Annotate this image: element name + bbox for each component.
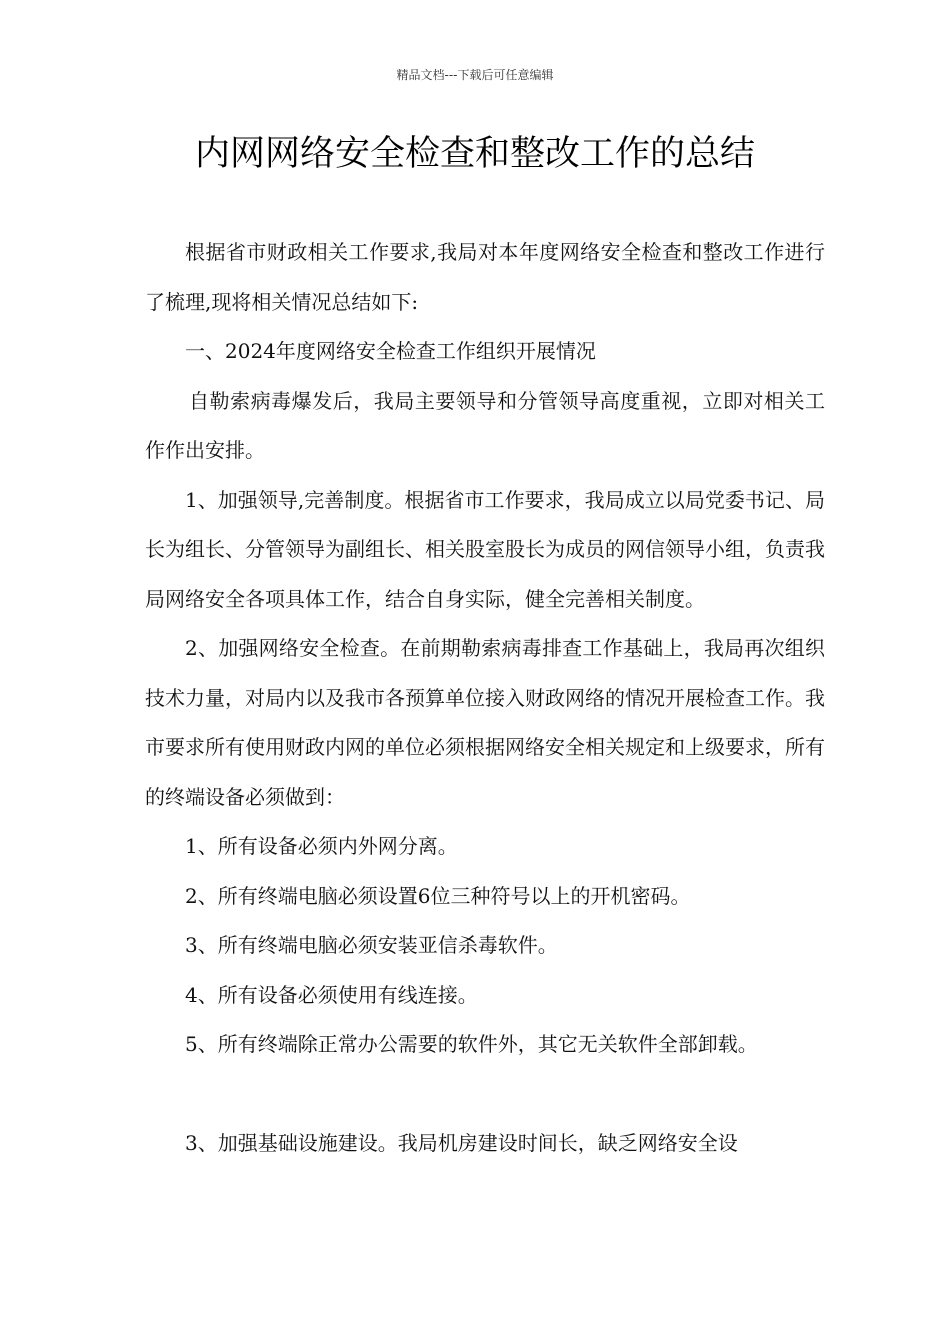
- header-note: 精品文档---下载后可任意编辑: [396, 68, 554, 82]
- document-title: 内网网络安全检查和整改工作的总结: [194, 134, 755, 174]
- list-item-requirement-4: 4、所有设备必须使用有线连接。: [185, 982, 478, 1007]
- paragraph-item-inspection: 2、加强网络安全检查。在前期勒索病毒排查工作基础上，我局再次组织技术力量，对局内以及我市各预算单位接入财政网络的情况开展检查工作。我市要求所有使用财政内网的单位必须根据网络安全相关规定和上级要求，所有的终端设备必须做到：: [145, 636, 825, 809]
- paragraph-intro: 根据省市财政相关工作要求,我局对本年度网络安全检查和整改工作进行了梳理,现将相关情况总结如下:: [145, 240, 825, 314]
- list-item-requirement-3: 3、所有终端电脑必须安装亚信杀毒软件。: [185, 933, 558, 957]
- paragraph-background: 自勒索病毒爆发后，我局主要领导和分管领导高度重视，立即对相关工作作出安排。: [145, 388, 825, 462]
- paragraph-item-leadership: 1、加强领导,完善制度。根据省市工作要求，我局成立以局党委书记、局长为组长、分管领导为副组长、相关股室股长为成员的网信领导小组，负责我局网络安全各项具体工作，结合自身实际，健全完善相关制度。: [145, 487, 825, 611]
- paragraph-item-infrastructure: 3、加强基础设施建设。我局机房建设时间长，缺乏网络安全设: [185, 1130, 738, 1155]
- list-item-requirement-2: 2、所有终端电脑必须设置6位三种符号以上的开机密码。: [185, 883, 691, 908]
- list-item-requirement-5: 5、所有终端除正常办公需要的软件外，其它无关软件全部卸载。: [185, 1032, 758, 1056]
- document-body: [145, 228, 825, 1168]
- blank-line: [145, 1070, 825, 1119]
- list-item-requirement-1: 1、所有设备必须内外网分离。: [185, 834, 458, 858]
- section-heading-1: 一、2024年度网络安全检查工作组织开展情况: [185, 339, 596, 363]
